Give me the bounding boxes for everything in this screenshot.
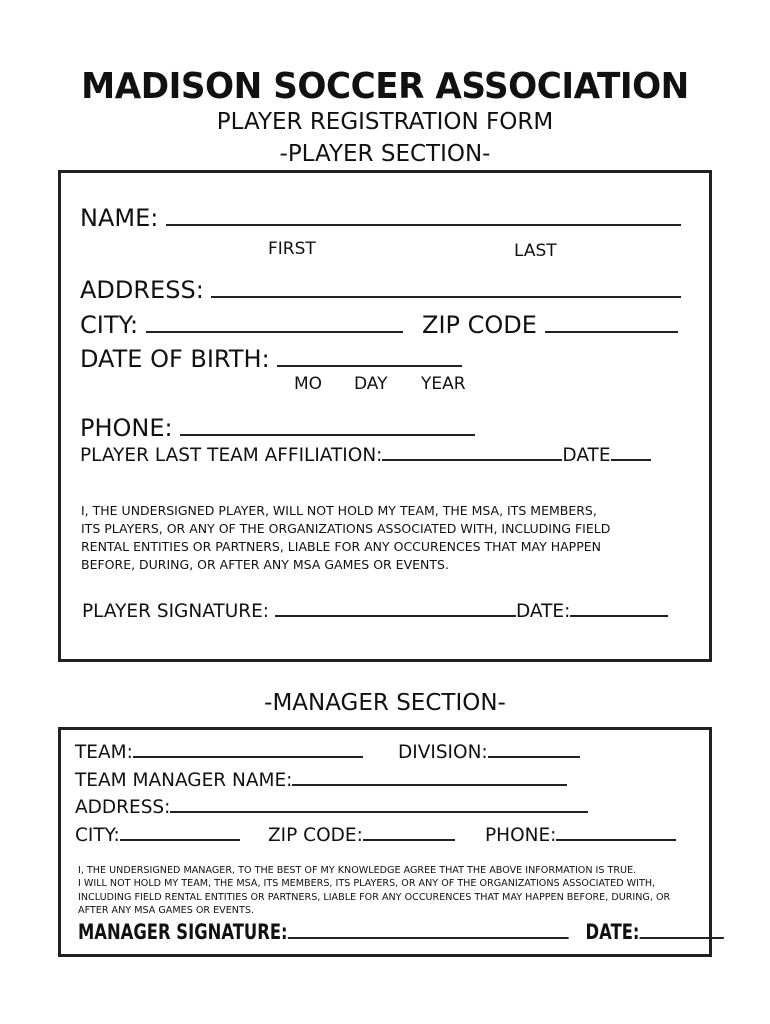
- name-field[interactable]: [166, 223, 681, 226]
- city-row: [80, 311, 403, 339]
- zip-field[interactable]: [545, 330, 678, 333]
- player-waiver-line: BEFORE, DURING, OR AFTER ANY MSA GAMES OR EVENTS.: [81, 557, 449, 572]
- manager-zip-field[interactable]: [363, 838, 455, 841]
- affiliation-row: [80, 445, 651, 466]
- team-field[interactable]: [133, 755, 363, 758]
- division-label: DIVISION:: [398, 742, 488, 763]
- affiliation-date-field[interactable]: [611, 458, 651, 461]
- player-waiver-line: I, THE UNDERSIGNED PLAYER, WILL NOT HOLD MY TEAM, THE MSA, ITS MEMBERS,: [81, 503, 597, 518]
- address-row: [80, 276, 681, 304]
- player-signature-row: [82, 601, 668, 622]
- manager-waiver-line: I WILL NOT HOLD MY TEAM, THE MSA, ITS MEMBERS, ITS PLAYERS, OR ANY OF THE ORGANIZATIONS ASSOCIATED WITH,: [78, 878, 656, 890]
- manager-address-label: ADDRESS:: [75, 797, 171, 818]
- player-waiver-line: ITS PLAYERS, OR ANY OF THE ORGANIZATIONS ASSOCIATED WITH, INCLUDING FIELD: [81, 521, 611, 536]
- phone-row: [80, 414, 475, 442]
- form-subtitle: PLAYER REGISTRATION FORM: [216, 109, 554, 135]
- manager-phone-label: PHONE:: [485, 825, 557, 846]
- dob-month-caption: MO: [294, 374, 323, 394]
- dob-row: [80, 345, 462, 373]
- manager-signature-date-field[interactable]: [639, 936, 723, 939]
- affiliation-field[interactable]: [382, 458, 562, 461]
- manager-address-row: [75, 797, 588, 818]
- division-field[interactable]: [488, 755, 580, 758]
- affiliation-date-label: DATE: [562, 445, 611, 466]
- manager-zip-label: ZIP CODE:: [268, 825, 363, 846]
- manager-signature-field[interactable]: [288, 936, 569, 939]
- name-label: NAME:: [80, 204, 159, 232]
- manager-address-field[interactable]: [170, 810, 588, 813]
- dob-year-caption: YEAR: [421, 374, 466, 394]
- phone-field[interactable]: [180, 433, 475, 436]
- address-label: ADDRESS:: [80, 276, 204, 304]
- dob-day-caption: DAY: [354, 374, 388, 394]
- manager-section-heading: -MANAGER SECTION-: [264, 690, 506, 716]
- manager-signature-row: [78, 920, 724, 944]
- player-waiver-line: RENTAL ENTITIES OR PARTNERS, LIABLE FOR ANY OCCURENCES THAT MAY HAPPEN: [81, 539, 601, 554]
- zip-label: ZIP CODE: [422, 311, 537, 339]
- player-signature-date-label: DATE:: [515, 601, 571, 622]
- first-name-caption: FIRST: [268, 239, 316, 259]
- manager-waiver-line: I, THE UNDERSIGNED MANAGER, TO THE BEST OF MY KNOWLEDGE AGREE THAT THE ABOVE INFORMATION IS TRUE.: [78, 865, 637, 876]
- manager-city-field[interactable]: [120, 838, 240, 841]
- address-field[interactable]: [211, 295, 681, 298]
- manager-waiver-line: INCLUDING FIELD RENTAL ENTITIES OR PARTNERS, LIABLE FOR ANY OCCURENCES THAT MAY HAPPEN BEFORE, DURING, OR: [78, 891, 671, 903]
- city-label: CITY:: [80, 311, 139, 339]
- manager-waiver: [78, 864, 670, 918]
- name-row: [80, 204, 681, 232]
- player-section-heading: -PLAYER SECTION-: [279, 141, 491, 167]
- dob-field[interactable]: [277, 364, 462, 367]
- manager-phone-row: [485, 825, 676, 846]
- manager-name-row: [75, 770, 567, 791]
- city-field[interactable]: [146, 330, 403, 333]
- last-name-caption: LAST: [514, 241, 557, 261]
- manager-city-row: [75, 825, 240, 846]
- team-row: [75, 742, 363, 763]
- manager-name-field[interactable]: [292, 783, 567, 786]
- manager-signature-label: MANAGER SIGNATURE:: [78, 920, 288, 944]
- affiliation-label: PLAYER LAST TEAM AFFILIATION:: [80, 445, 383, 466]
- player-signature-field[interactable]: [275, 614, 516, 617]
- player-signature-label: PLAYER SIGNATURE:: [82, 601, 270, 622]
- dob-label: DATE OF BIRTH:: [80, 345, 270, 373]
- team-label: TEAM:: [75, 742, 133, 763]
- player-waiver: [81, 502, 610, 574]
- manager-phone-field[interactable]: [556, 838, 676, 841]
- manager-zip-row: [268, 825, 455, 846]
- form-title: MADISON SOCCER ASSOCIATION: [81, 66, 689, 107]
- division-row: [398, 742, 580, 763]
- manager-city-label: CITY:: [75, 825, 120, 846]
- player-signature-date-field[interactable]: [570, 614, 668, 617]
- zip-row: [422, 311, 678, 339]
- manager-signature-date-label: DATE:: [585, 920, 640, 944]
- phone-label: PHONE:: [80, 414, 173, 442]
- manager-waiver-line: AFTER ANY MSA GAMES OR EVENTS.: [78, 905, 254, 917]
- manager-name-label: TEAM MANAGER NAME:: [75, 770, 293, 791]
